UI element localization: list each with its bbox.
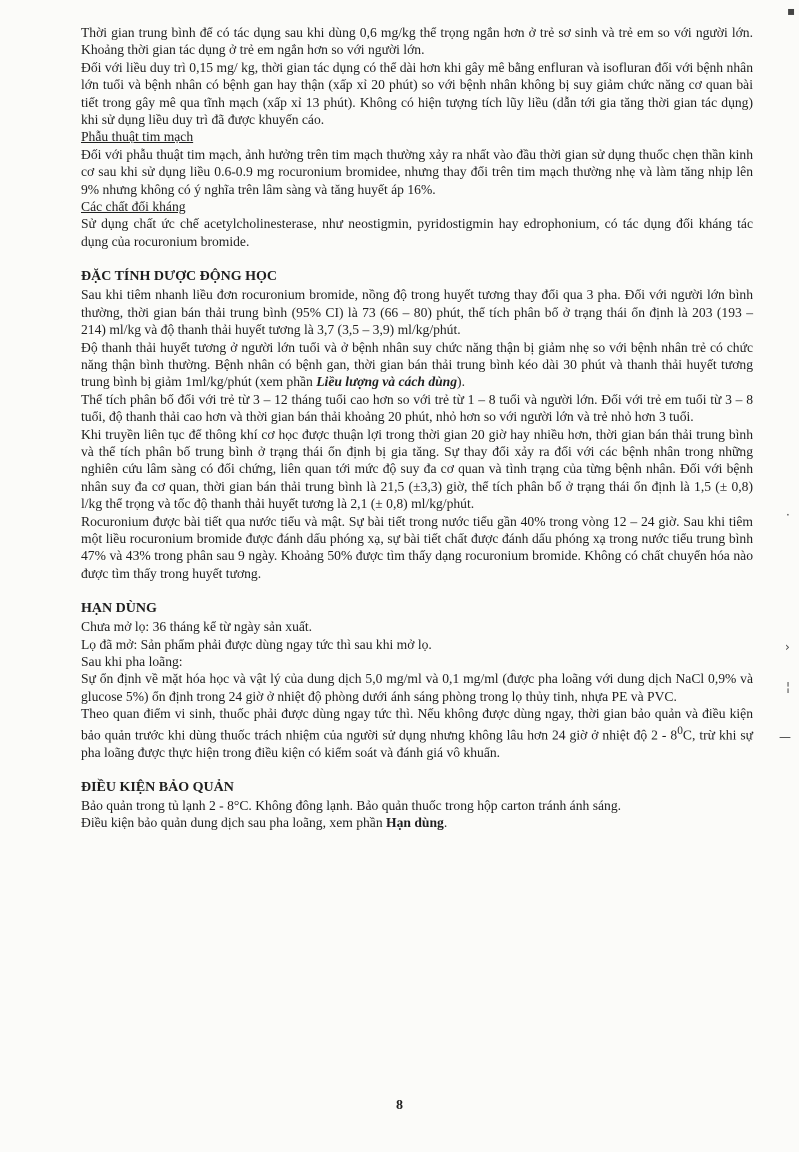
scan-mark-icon: › xyxy=(785,640,790,654)
expiry-line-1: Chưa mở lọ: 36 tháng kể từ ngày sản xuất. xyxy=(81,619,313,635)
expiry-line-3: Sau khi pha loãng: xyxy=(81,654,183,669)
expiry-heading: HẠN DÙNG xyxy=(81,601,157,617)
intro-paragraph-1: Thời gian trung bình để có tác dụng sau khi dùng 0,6 mg/kg thể trọng ngắn hơn ở trẻ sơ sinh và trẻ em so với người lớn. Khoảng thời gian tác dụng ở trẻ em ngắn hơn so với người lớn. xyxy=(81,25,753,58)
expiry-line-2: Lọ đã mở: Sản phẩm phải được dùng ngay tức thì sau khi mở lọ. xyxy=(81,636,432,652)
document-page xyxy=(81,24,753,832)
pk-heading: ĐẶC TÍNH DƯỢC ĐỘNG HỌC xyxy=(81,269,278,285)
expiry-reference: Hạn dùng xyxy=(386,815,444,831)
scan-mark-icon: ¦ xyxy=(786,680,791,694)
intro-paragraph-2: Đối với liều duy trì 0,15 mg/ kg, thời gian tác dụng có thể dài hơn khi gây mê bằng enfluran và isofluran đối với bệnh nhân lớn tuổi và bệnh nhân có bệnh gan hay thận (xấp xỉ 20 phút) so với bệnh nhân không bị suy giảm chức năng cơ quan bài tiết trong gây mê qua tĩnh mạch (xấp xỉ 13 phút). Không có hiện tượng tích lũy liều (dẫn tới gia tăng thời gian tác dụng) khi sử dụng liều duy trì đã được khuyến cáo. xyxy=(81,59,753,128)
scan-mark-icon: — xyxy=(779,730,791,744)
scan-mark-icon: · xyxy=(786,508,790,522)
antagonists-paragraph: Sử dụng chất ức chế acetylcholinesterase, như neostigmin, pyridostigmin hay edrophonium, có tác dụng đối kháng tác dụng của rocuronium bromide. xyxy=(81,216,753,249)
pk-paragraph-4: Khi truyền liên tục để thông khí cơ học được thuận lợi trong thời gian 20 giờ hay nhiều hơn, thời gian bán thải trung bình và thể tích phân bố trung bình ở trạng thái ổn định bị gia tăng. Sự thay đổi xảy ra đối với các bệnh nhân trong những nghiên cứu lâm sàng có đối chứng, liên quan tới mức độ suy đa cơ quan và tình trạng của từng bệnh nhân. Đối với bệnh nhân suy đa cơ quan, thời gian bán thải trung bình là 21,5 (±3,3) giờ, thể tích phân bố ở trạng thái ổn định là 1,5 (± 0,8) l/kg thể trọng và tốc độ thanh thải huyết tương là 2,1 (± 0,8) ml/kg/phút. xyxy=(81,426,753,512)
expiry-paragraph-5: Theo quan điểm vi sinh, thuốc phải được dùng ngay tức thì. Nếu không được dùng ngay, thời gian bảo quản và điều kiện bảo quản trước khi dùng thuốc trách nhiệm của người sử dụng nhưng không lâu hơn 24 giờ ở nhiệt độ $2 - 8^0C$, trừ khi sự pha loãng được thực hiện trong điều kiện có kiểm soát và đánh giá vô khuẩn. xyxy=(81,706,753,760)
storage-line-1: Bảo quản trong tủ lạnh 2 - 8°C. Không đông lạnh. Bảo quản thuốc trong hộp carton tránh ánh sáng. xyxy=(81,797,622,813)
storage-heading: ĐIỀU KIỆN BẢO QUẢN xyxy=(81,779,234,795)
expiry-paragraph-4: Sự ổn định về mặt hóa học và vật lý của dung dịch 5,0 mg/ml và 0,1 mg/ml (được pha loãng với dung dịch NaCl 0,9% và glucose 5%) ổn định trong 24 giờ ở nhiệt độ phòng dưới ánh sáng phòng trong lọ thủy tinh, nhựa PE và PVC. xyxy=(81,671,753,704)
pk-paragraph-5: Rocuronium được bài tiết qua nước tiểu và mật. Sự bài tiết trong nước tiểu gần 40% trong vòng 12 – 24 giờ. Sau khi tiêm một liều rocuronium bromide được đánh dấu phóng xạ, sự bài tiết chất được đánh dấu phóng xạ trong nước tiểu trung bình 47% và 43% trong phân sau 9 ngày. Khoảng 50% được tìm thấy dạng rocuronium bromide. Không có chất chuyển hóa nào được tìm thấy trong huyết tương. xyxy=(81,513,753,581)
pk-paragraph-3: Thể tích phân bố đối với trẻ từ 3 – 12 tháng tuổi cao hơn so với trẻ từ 1 – 8 tuổi và người lớn. Đối với trẻ em tuổi từ 3 – 8 tuổi, độ thanh thải cao hơn và thời gian bán thải khoảng 20 phút, nhỏ hơn so với người lớn và trẻ nhỏ hơn 3 tuổi. xyxy=(81,391,753,425)
storage-line-2: Điều kiện bảo quản dung dịch sau pha loãng, xem phần Hạn dùng. xyxy=(81,815,448,831)
scan-mark-icon: ▪ xyxy=(787,4,796,18)
cardio-subheading: Phẫu thuật tim mạch xyxy=(81,129,194,145)
antagonists-subheading: Các chất đối kháng xyxy=(81,199,186,215)
cardio-paragraph: Đối với phẫu thuật tim mạch, ảnh hưởng trên tim mạch thường xảy ra nhất vào đầu thời gian sử dụng thuốc chẹn thần kinh cơ sau khi sử dụng liều 0.6-0.9 mg rocuronium bromidee, nhưng thay đổi trên tim mạch thường nhẹ và làm tăng nhịp lên 9% nhưng không có ý nghĩa trên lâm sàng và tăng huyết áp 16%. xyxy=(81,146,753,197)
page-number: 8 xyxy=(396,1098,403,1113)
pk-paragraph-1: Sau khi tiêm nhanh liều đơn rocuronium bromide, nồng độ trong huyết tương thay đổi qua 3 pha. Đối với người lớn bình thường, thời gian bán thải trung bình (95% CI) là 73 (66 – 80) phút, thể tích phân bố ở trạng thái ổn định là 203 (193 – 214) ml/kg và độ thanh thải huyết tương là 3,7 (3,5 – 3,9) ml/kg/phút. xyxy=(81,287,753,338)
dosage-reference: Liều lượng và cách dùng xyxy=(316,374,458,390)
pk-paragraph-2: Độ thanh thải huyết tương ở người lớn tuổi và ở bệnh nhân suy chức năng thận bị giảm nhẹ so với bệnh nhân trẻ có chức năng thận bình thường. Bệnh nhân có bệnh gan, thời gian bán thải trung bình kéo dài 30 phút và thanh thải huyết tương trung bình bị giảm 1ml/kg/phút (xem phần Liều lượng và cách dùng). xyxy=(81,339,753,390)
